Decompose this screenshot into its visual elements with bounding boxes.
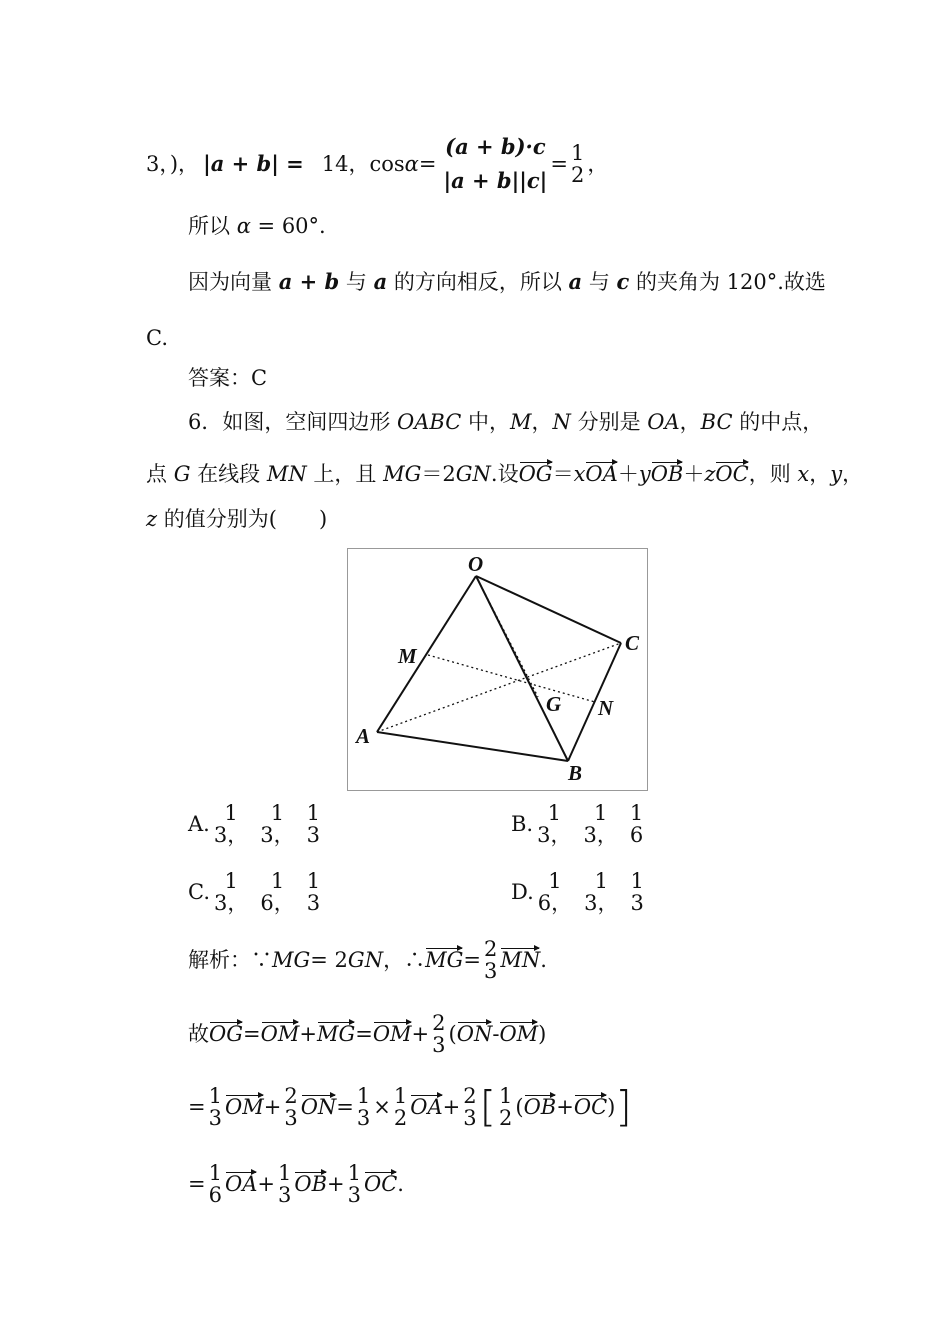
q-text: 分别是 (570, 410, 648, 434)
opt-frac (306, 802, 321, 846)
s-text: = (188, 1172, 206, 1196)
opt-frac (213, 802, 249, 846)
solution-line-4 (188, 1162, 404, 1206)
s-text: + (442, 1095, 461, 1119)
s-frac (347, 1162, 362, 1206)
q-g: G (173, 462, 191, 486)
half-denominator: 2 (570, 163, 585, 187)
vector-a: a (373, 269, 388, 294)
label-b: B (568, 761, 583, 785)
line2-prefix: 所以 (188, 214, 237, 238)
q-text: ＝ (552, 462, 574, 486)
q-text: ， (842, 462, 864, 486)
s-text: + (556, 1095, 574, 1119)
num: 1 (306, 869, 321, 893)
half-numerator: 1 (570, 141, 585, 165)
s-text: + (327, 1172, 345, 1196)
s-frac (283, 1085, 298, 1129)
den: 3 (483, 959, 498, 983)
num: 1 (306, 801, 320, 825)
edge-oc (476, 576, 621, 643)
line1-lead: 3，)， (146, 152, 200, 176)
q-mg: MG (383, 462, 422, 486)
edge-ab (377, 732, 568, 761)
s-frac (498, 1085, 513, 1129)
num: 1 (270, 869, 285, 893)
num: 1 (593, 801, 608, 825)
den: 3 (306, 891, 321, 915)
s-frac (208, 1085, 223, 1129)
q-text: ＝2 (421, 462, 456, 486)
opt-frac (629, 802, 644, 846)
label-m: M (398, 644, 417, 668)
line3-text-5: 的夹角为 120°.故选 (629, 270, 826, 294)
q-text: 的中点， (732, 410, 824, 434)
s-frac (208, 1162, 223, 1206)
q-oabc: OABC (397, 410, 462, 434)
den: 3， (260, 823, 295, 847)
line-2 (188, 212, 326, 240)
opt-frac (213, 870, 249, 914)
q-text: 上，且 (306, 462, 384, 486)
vector-ob: OB (650, 462, 684, 486)
q-text: 在线段 (190, 462, 267, 486)
s-text: 解析：∵ (188, 948, 272, 972)
den: 3， (213, 823, 249, 847)
num: 1 (208, 1084, 222, 1108)
solution-line-2 (188, 1012, 546, 1056)
solution-line-1 (188, 938, 547, 982)
num: 1 (356, 1084, 371, 1108)
line3-text-2: 与 (339, 270, 374, 294)
line-3 (188, 268, 826, 296)
line3-text-4: 与 (582, 270, 617, 294)
q-z: z (704, 462, 716, 486)
vector-oa: OA (410, 1095, 443, 1119)
den: 3 (284, 1106, 298, 1130)
cos-numerator: (a + b)·c (445, 134, 546, 159)
line1-tail: ， (587, 152, 609, 176)
den: 3 (347, 1183, 361, 1207)
s-text: = (463, 948, 481, 972)
equals-2: = (550, 152, 568, 176)
q-text: 点 (146, 462, 174, 486)
cos-denominator: |a + b||c| (443, 168, 548, 193)
num: 2 (463, 1084, 477, 1108)
vector-oc: OC (715, 462, 749, 486)
option-c[interactable] (188, 870, 323, 914)
right-bracket: ] (615, 1082, 632, 1131)
vector-ob: OB (523, 1095, 557, 1119)
label-g: G (546, 692, 562, 716)
label-a: A (356, 724, 371, 748)
vector-on: ON (456, 1022, 493, 1046)
num: 1 (393, 1084, 408, 1108)
s-text: = (355, 1022, 373, 1046)
vector-om: OM (372, 1022, 412, 1046)
alpha-symbol: α (404, 152, 419, 176)
vector-ob: OB (294, 1172, 328, 1196)
option-label: A. (188, 812, 210, 836)
q-y: y (638, 462, 651, 486)
den: 6， (537, 891, 573, 915)
s-text: ( (448, 1022, 457, 1046)
q-text: ＋ (683, 462, 705, 486)
s-text: + (257, 1172, 275, 1196)
s-frac (393, 1085, 408, 1129)
vector-mg: MG (316, 1022, 356, 1046)
q-text: ， (809, 462, 831, 486)
q-text: ，则 (748, 462, 798, 486)
label-c: C (625, 631, 640, 655)
option-d[interactable] (511, 870, 647, 914)
vector-oc: OC (364, 1172, 398, 1196)
vector-a-2: a (568, 269, 583, 294)
num: 1 (547, 801, 561, 825)
option-label: C. (188, 880, 210, 904)
num: 1 (270, 801, 285, 825)
solution-line-3 (188, 1082, 632, 1131)
equals: = (418, 152, 437, 176)
vector-om: OM (224, 1095, 264, 1119)
den: 3， (583, 823, 618, 847)
q-z2: z (146, 507, 158, 531)
opt-frac (259, 802, 295, 846)
vector-a-plus-b: a + b (278, 269, 340, 294)
opt-frac (537, 870, 573, 914)
num: 1 (630, 869, 644, 893)
half-fraction (570, 142, 585, 186)
q-n: N (552, 410, 571, 434)
times-sign: × (373, 1095, 391, 1119)
vector-oc: OC (573, 1095, 608, 1119)
num: 1 (629, 801, 644, 825)
tetrahedron-figure (347, 548, 648, 791)
option-b[interactable] (511, 802, 646, 846)
question-line-2 (146, 460, 863, 488)
s-frac (462, 1085, 477, 1129)
num: 1 (208, 1161, 222, 1185)
num: 2 (432, 1011, 446, 1035)
q-text: 的值分别为( ) (157, 507, 328, 531)
q-x: x (573, 462, 586, 486)
num: 1 (594, 869, 609, 893)
den: 6 (629, 823, 644, 847)
option-label: D. (511, 880, 534, 904)
num: 1 (347, 1161, 361, 1185)
left-bracket: [ (479, 1082, 497, 1131)
num: 1 (224, 801, 238, 825)
option-label: B. (511, 812, 534, 836)
s-text: = (336, 1095, 354, 1119)
vector-c: c (616, 269, 630, 294)
label-n: N (598, 696, 614, 720)
vector-og: OG (209, 1022, 243, 1046)
num: 1 (277, 1161, 292, 1185)
label-o: O (468, 552, 484, 576)
tetrahedron-svg (348, 549, 649, 792)
q-x2: x (797, 462, 810, 486)
num: 2 (284, 1084, 298, 1108)
num: 1 (499, 1084, 513, 1108)
abs-expression: |a + b| = (203, 151, 304, 176)
s-text: ，∴ (383, 948, 426, 972)
cos-fraction (442, 136, 548, 192)
vector-oa: OA (585, 462, 618, 486)
num: 1 (548, 869, 562, 893)
line3-text-1: 因为向量 (188, 270, 279, 294)
vector-on: ON (300, 1095, 337, 1119)
opt-frac (583, 870, 619, 914)
den: 3， (584, 891, 619, 915)
q-text: 6．如图，空间四边形 (188, 410, 398, 434)
s-text: ) (607, 1095, 616, 1119)
den: 3 (432, 1033, 446, 1057)
q-m: M (510, 410, 532, 434)
question-line-1 (188, 408, 823, 436)
opt-frac (582, 802, 618, 846)
opt-frac (630, 870, 645, 914)
line3-text-3: 的方向相反，所以 (387, 270, 569, 294)
den: 3 (356, 1106, 371, 1130)
s-frac (431, 1012, 446, 1056)
s-frac (277, 1162, 292, 1206)
q-gn: GN (455, 462, 491, 486)
vector-mg: MG (425, 948, 464, 972)
q-text: ， (531, 410, 553, 434)
s-mg: MG (272, 948, 311, 972)
den: 3， (537, 823, 572, 847)
opt-frac (306, 870, 321, 914)
num: 2 (483, 937, 498, 961)
s-text: + (411, 1022, 430, 1046)
answer-line: 答案：C (188, 366, 268, 390)
s-text: . (540, 948, 547, 972)
s-text: ( (515, 1095, 524, 1119)
s-text: - (492, 1022, 500, 1046)
vector-om: OM (260, 1022, 300, 1046)
s-text: = (243, 1022, 261, 1046)
den: 2 (499, 1106, 513, 1130)
q-oa: OA (647, 410, 680, 434)
q-text: ， (679, 410, 701, 434)
den: 3 (277, 1183, 292, 1207)
edge-oa (377, 576, 476, 732)
s-frac (356, 1085, 371, 1129)
q-text: ＋ (617, 462, 639, 486)
opt-frac (536, 802, 572, 846)
s-frac (483, 938, 498, 982)
line2-rest: = 60°. (250, 214, 326, 238)
vector-om: OM (499, 1022, 539, 1046)
den: 6 (208, 1183, 222, 1207)
den: 3 (463, 1106, 477, 1130)
vector-og: OG (518, 462, 553, 486)
s-gn: GN (347, 948, 384, 972)
s-text: = (188, 1095, 206, 1119)
den: 6， (260, 891, 295, 915)
num: 1 (224, 869, 238, 893)
den: 2 (393, 1106, 408, 1130)
vector-oa: OA (224, 1172, 258, 1196)
vector-mn: MN (500, 948, 541, 972)
sqrt-and-cos: 14，cos (321, 152, 405, 176)
s-text: + (263, 1095, 282, 1119)
q-bc: BC (700, 410, 733, 434)
line2-alpha: α (236, 214, 251, 238)
den: 3 (208, 1106, 222, 1130)
s-text: + (299, 1022, 317, 1046)
s-text: = 2 (310, 948, 348, 972)
question-line-3 (146, 505, 327, 533)
s-text: ) (538, 1022, 547, 1046)
q-y2: y (830, 462, 843, 486)
option-a[interactable] (188, 802, 323, 846)
line-1 (146, 136, 608, 192)
den: 3， (214, 891, 249, 915)
q-text: .设 (490, 462, 519, 486)
opt-frac (259, 870, 295, 914)
line-4: C. (146, 326, 168, 350)
den: 3 (630, 891, 644, 915)
s-text: . (397, 1172, 404, 1196)
q-text: 中， (461, 410, 511, 434)
s-text: 故 (188, 1022, 209, 1046)
den: 3 (306, 823, 320, 847)
q-mn: MN (266, 462, 307, 486)
